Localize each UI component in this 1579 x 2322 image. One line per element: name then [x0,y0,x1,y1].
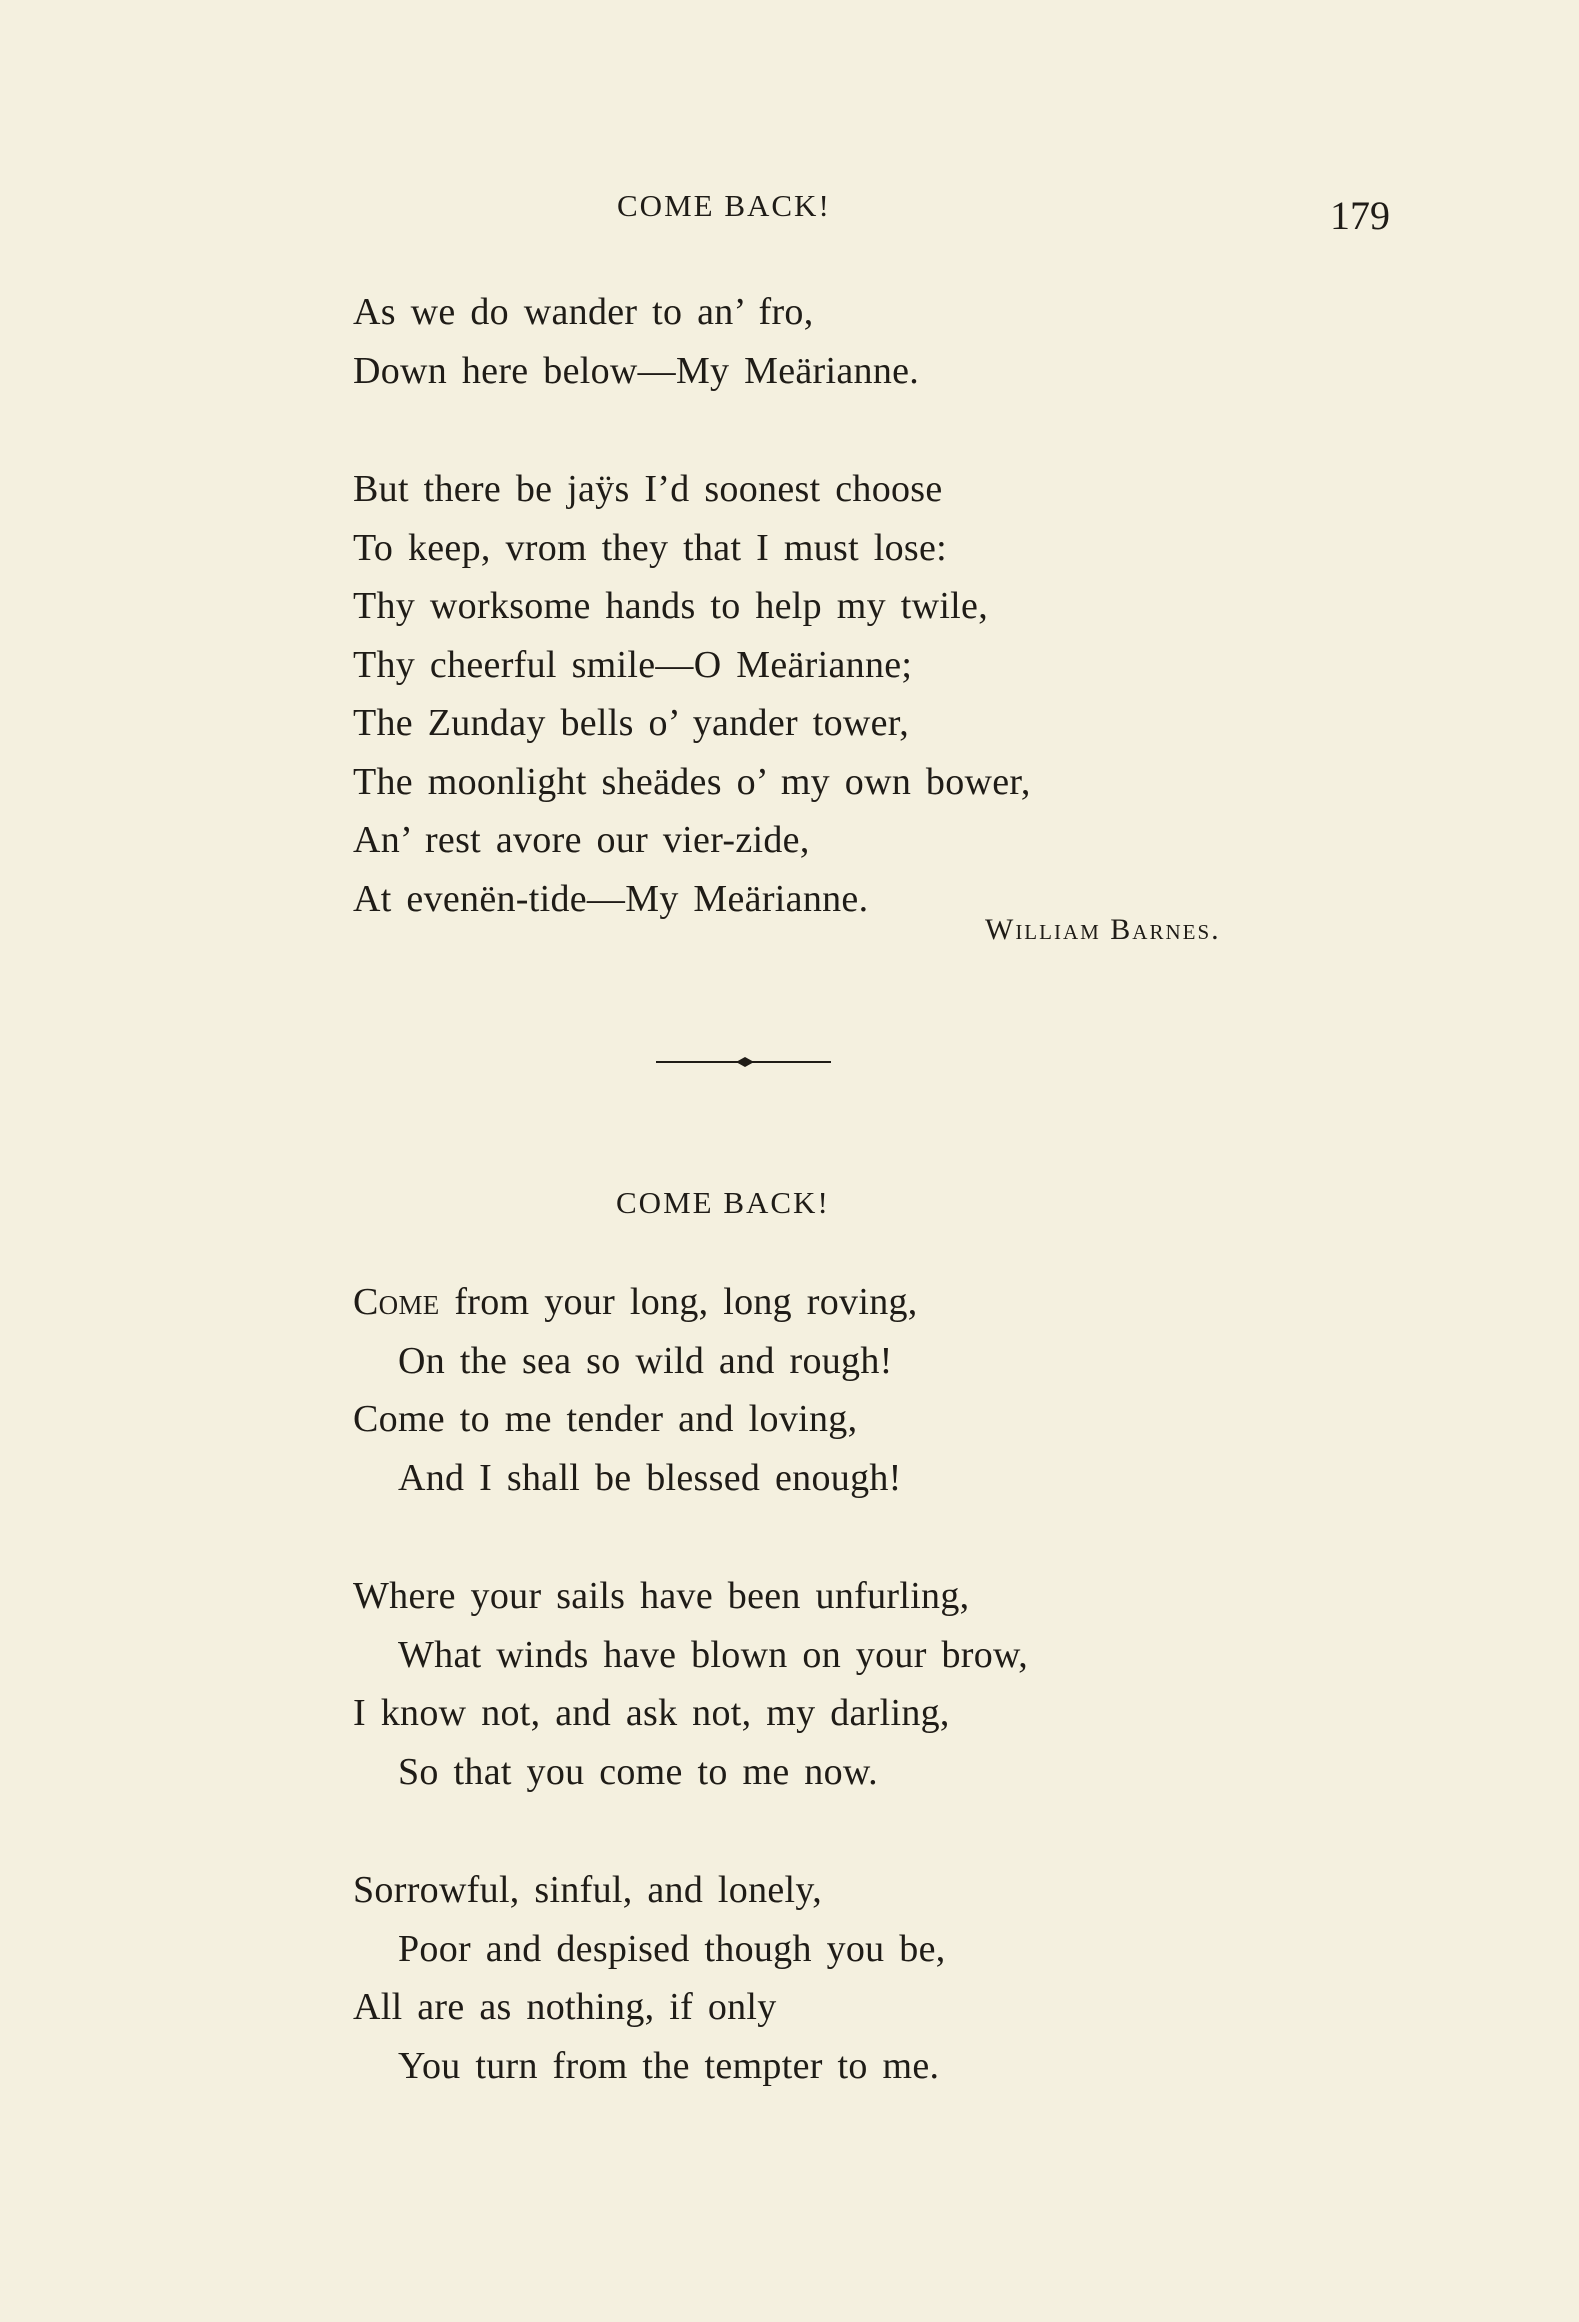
verse-line: Down here below—My Meärianne. [353,349,920,392]
verse-line: On the sea so wild and rough! [398,1339,893,1382]
verse-line: The moonlight sheädes o’ my own bower, [353,760,1031,803]
verse-line: You turn from the tempter to me. [398,2044,940,2087]
verse-line: What winds have blown on your brow, [398,1633,1029,1676]
poem-2 [353,1273,1353,2095]
verse-line: Thy cheerful smile—O Meärianne; [353,643,913,686]
poem-1 [353,283,1353,928]
author-attribution: William Barnes. [985,913,1221,946]
poem-1-stanza-1 [353,283,1353,400]
verse-line: Thy worksome hands to help my twile, [353,585,988,627]
verse-line: The Zunday bells o’ yander tower, [353,702,910,744]
initial-word: Come [353,1281,440,1323]
verse-line: As we do wander to an’ fro, [353,291,814,333]
verse-line: Come to me tender and loving, [353,1398,858,1440]
poem-2-stanza-2 [353,1567,1353,1801]
verse-line: Poor and despised though you be, [398,1927,946,1970]
verse-line: All are as nothing, if only [353,1986,777,2028]
verse-line: I know not, and ask not, my darling, [353,1692,950,1734]
running-title: COME BACK! [617,188,831,223]
verse-line: At evenën-tide—My Meärianne. [353,877,869,920]
poem-title: COME BACK! [616,1185,830,1220]
verse-line: To keep, vrom they that I must lose: [353,526,948,569]
poem-2-stanza-1 [353,1273,1353,1507]
verse-line-rest: from your long, long roving, [439,1281,918,1323]
running-head [0,188,1579,238]
poem-1-stanza-2 [353,460,1353,928]
poem-2-stanza-3 [353,1861,1353,2095]
verse-line: So that you come to me now. [398,1750,878,1793]
verse-line: But there be jaÿs I’d soonest choose [353,468,943,510]
verse-line [353,1273,1353,1332]
verse-line: Where your sails have been unfurling, [353,1575,970,1617]
verse-line: And I shall be blessed enough! [398,1456,902,1499]
page-number: 179 [1330,193,1390,238]
section-divider-ornament [656,1055,831,1069]
verse-line: An’ rest avore our vier-zide, [353,819,810,861]
verse-line: Sorrowful, sinful, and lonely, [353,1869,823,1911]
